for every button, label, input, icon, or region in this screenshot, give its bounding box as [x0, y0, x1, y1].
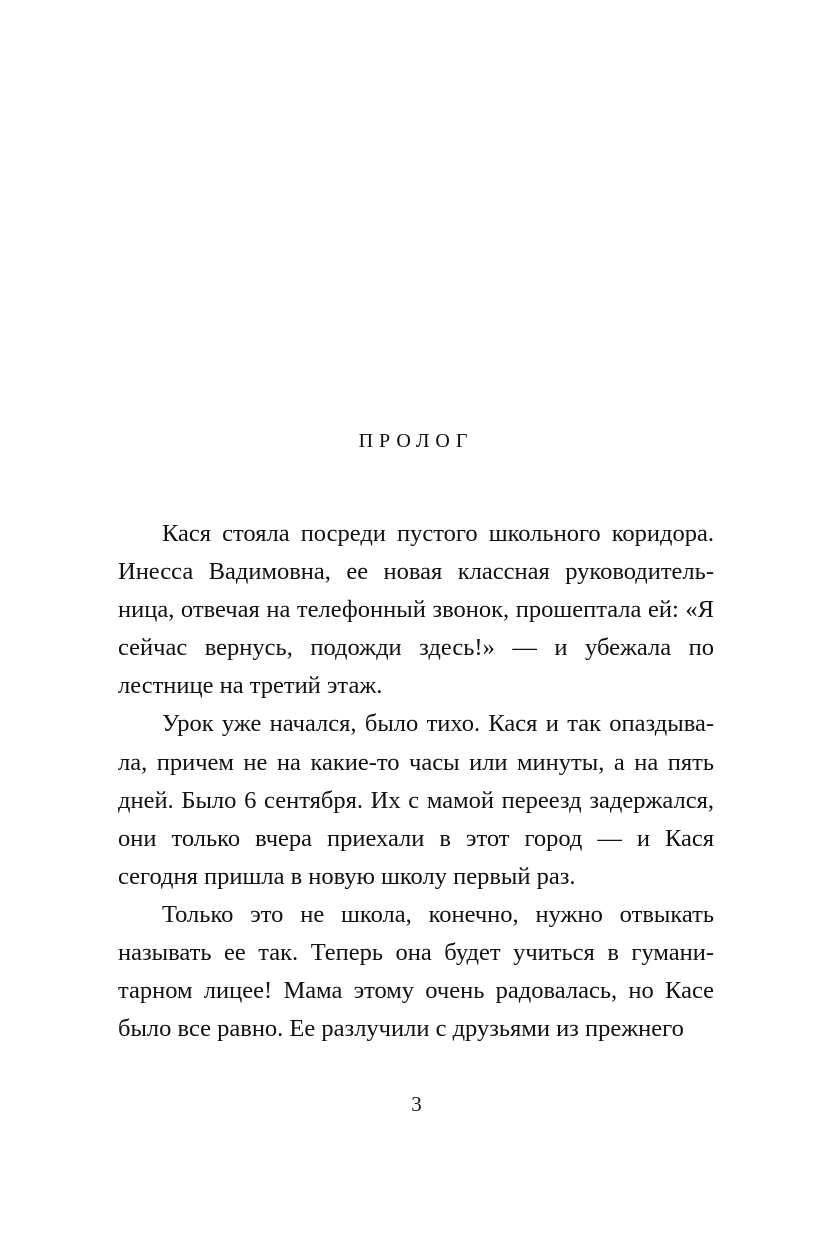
paragraph: Только это не школа, конечно, нужно отвыкать называть ее так. Теперь она будет учиться в гуманитарном лицее! Мама этому очень радовалась, но Касе было все равно. Ее разлучили с друзьями из прежнего — [118, 900, 714, 1043]
page-number: 3 — [411, 1092, 422, 1116]
body-text — [118, 515, 714, 1048]
chapter-title: ПРОЛОГ — [358, 430, 474, 452]
paragraph: Урок уже начался, было тихо. Кася и так опаздывала, причем не на какие-то часы или минуты, а на пять дней. Было 6 сентября. Их с мамой переезд задержался, они только вчера приехали в этот город — и Кася сегодня пришла в новую школу первый раз. — [118, 710, 714, 890]
page-content — [118, 430, 714, 1048]
paragraph: Кася стояла посреди пустого школьного коридора. Инесса Вадимовна, ее новая классная руководительница, отвечая на телефонный звонок, прошептала ей: «Я сейчас вернусь, подожди здесь!» — и убежала по лестнице на третий этаж. — [118, 520, 714, 700]
